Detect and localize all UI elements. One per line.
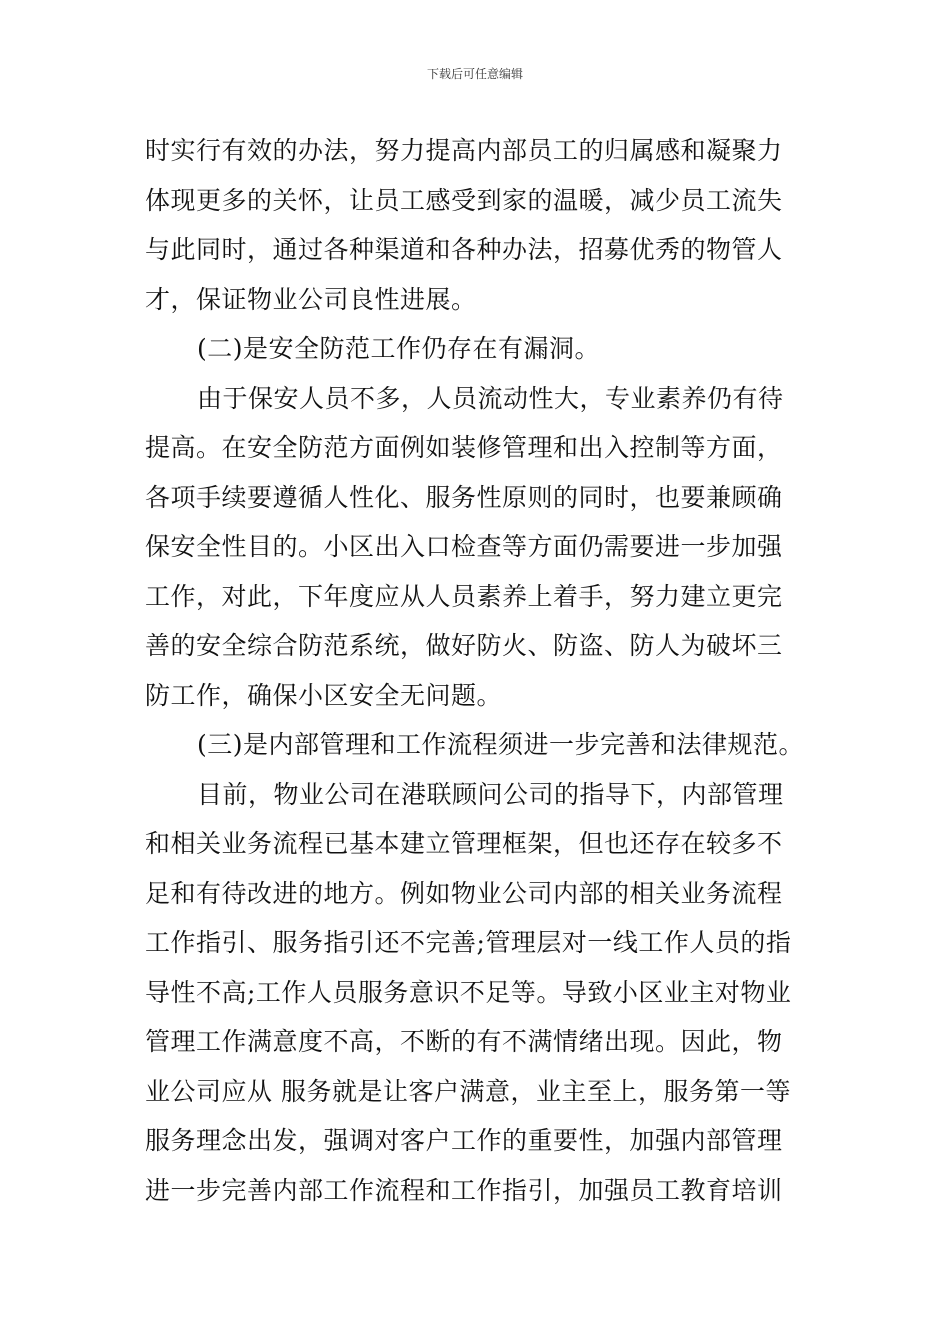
section-heading-3: (三)是内部管理和工作流程须进一步完善和法律规范。: [197, 730, 805, 759]
document-body: [145, 126, 807, 1215]
text-line: 进一步完善内部工作流程和工作指引，加强员工教育培训: [145, 1175, 783, 1205]
text-line: 各项手续要遵循人性化、服务性原则的同时，也要兼顾确: [145, 482, 783, 512]
text-line: 善的安全综合防范系统，做好防火、防盗、防人为破坏三: [145, 631, 783, 660]
text-line: 业公司应从 服务就是让客户满意，业主至上，服务第一等: [145, 1076, 791, 1106]
text-line: 才，保证物业公司良性进展。: [145, 284, 477, 314]
text-line: 保安全性目的。小区出入口检查等方面仍需要进一步加强: [145, 532, 783, 561]
text-line: 防工作，确保小区安全无问题。: [145, 680, 503, 710]
text-line: 体现更多的关怀，让员工感受到家的温暖，减少员工流失: [145, 185, 783, 215]
text-line: 工作，对此，下年度应从人员素养上着手，努力建立更完: [145, 581, 783, 611]
text-line: 与此同时，通过各种渠道和各种办法，招募优秀的物管人: [145, 235, 783, 264]
page-header: 下载后可任意编辑: [426, 67, 523, 81]
text-line: 工作指引、服务指引还不完善;管理层对一线工作人员的指: [145, 928, 792, 957]
text-line: 提高。在安全防范方面例如装修管理和出入控制等方面，: [145, 433, 783, 462]
section-heading-2: (二)是安全防范工作仍存在有漏洞。: [197, 334, 601, 363]
text-line: 目前，物业公司在港联顾问公司的指导下，内部管理: [197, 779, 784, 809]
text-line: 由于保安人员不多，人员流动性大，专业素养仍有待: [197, 383, 784, 413]
text-line: 和相关业务流程已基本建立管理框架，但也还存在较多不: [145, 829, 783, 858]
text-line: 导性不高;工作人员服务意识不足等。导致小区业主对物业: [145, 977, 792, 1007]
text-line: 足和有待改进的地方。例如物业公司内部的相关业务流程: [145, 878, 783, 908]
text-line: 时实行有效的办法，努力提高内部员工的归属感和凝聚力: [145, 136, 783, 165]
text-line: 服务理念出发，强调对客户工作的重要性，加强内部管理: [145, 1126, 783, 1155]
text-line: 管理工作满意度不高，不断的有不满情绪出现。因此，物: [145, 1027, 783, 1056]
